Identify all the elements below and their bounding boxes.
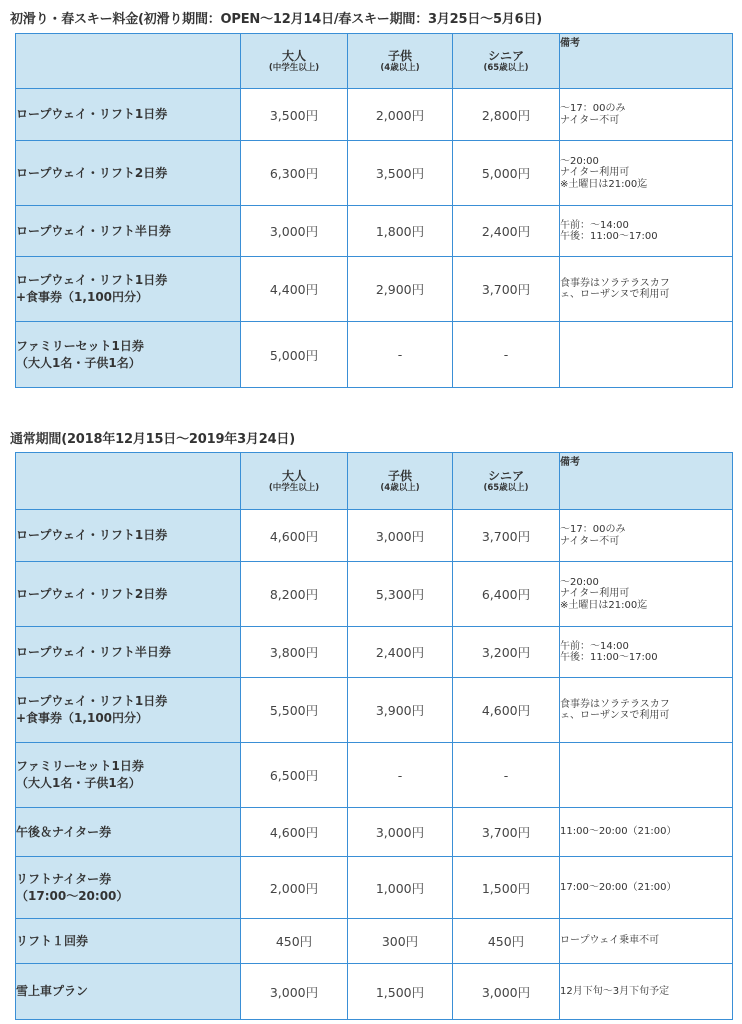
- price-child: 1,500円: [348, 964, 453, 1020]
- note-line: ～17：00のみ: [560, 524, 626, 535]
- header-adult: [241, 453, 348, 510]
- ticket-name-line: 雪上車プラン: [16, 984, 89, 998]
- price-senior: 2,800円: [453, 89, 560, 141]
- price-senior: 4,600円: [453, 678, 560, 743]
- price-adult: 5,000円: [241, 322, 348, 388]
- header-row: [16, 34, 733, 89]
- note-line: 11:00～20:00（21:00）: [560, 826, 677, 838]
- ticket-name-line: ロープウェイ・リフト半日券: [16, 223, 171, 238]
- header-senior-label: シニア: [487, 48, 524, 63]
- ticket-name: [16, 89, 241, 141]
- note-line: 17:00～20:00（21:00）: [560, 881, 677, 893]
- ticket-name-line: +食事券（1,100円分）: [16, 290, 149, 304]
- price-senior: 5,000円: [453, 141, 560, 206]
- price-senior: -: [453, 743, 560, 808]
- ticket-name-line: ロープウェイ・リフト1日券: [16, 107, 168, 121]
- ticket-name: [16, 627, 241, 678]
- price-adult: 6,300円: [241, 141, 348, 206]
- ticket-name: [16, 964, 241, 1020]
- note-cell: [560, 743, 733, 808]
- ticket-name-line: +食事券（1,100円分）: [16, 711, 149, 725]
- note-line: ナイター利用可: [560, 588, 630, 600]
- header-adult-sub: (中学生以上): [268, 62, 320, 73]
- note-cell: [560, 678, 733, 743]
- note-line: 食事券はソラテラスカフ: [560, 277, 670, 289]
- note-line: ナイター利用可: [560, 167, 630, 179]
- note-line: ～20:00: [560, 155, 599, 167]
- ticket-name-line: リフトナイター券: [16, 871, 112, 886]
- table-row: [16, 919, 733, 964]
- price-adult: 3,500円: [241, 89, 348, 141]
- note-line: ※土曜日は21:00迄: [560, 599, 648, 611]
- table-row: [16, 322, 733, 388]
- price-table-early-spring: [15, 33, 733, 388]
- ticket-name: [16, 322, 241, 388]
- section1-title: 初滑り・春スキー料金(初滑り期間：OPEN～12月14日/春スキー期間：3月25日～5月6日): [10, 12, 542, 27]
- note-line: 午前：～14:00: [560, 640, 629, 652]
- note-line: ェ、ローザンヌで利用可: [560, 710, 670, 721]
- price-child: -: [348, 743, 453, 808]
- table-row: [16, 964, 733, 1020]
- price-child: 5,300円: [348, 562, 453, 627]
- price-senior: 3,700円: [453, 510, 560, 562]
- ticket-name-line: ロープウェイ・リフト1日券: [16, 694, 168, 708]
- note-line: 食事券はソラテラスカフ: [560, 698, 670, 710]
- ticket-name-line: ファミリーセット1日券: [16, 338, 144, 353]
- price-senior: 6,400円: [453, 562, 560, 627]
- header-child: [348, 453, 453, 510]
- ticket-name-line: ロープウェイ・リフト2日券: [16, 586, 168, 601]
- price-adult: 3,000円: [241, 964, 348, 1020]
- price-adult: 6,500円: [241, 743, 348, 808]
- table-row: [16, 206, 733, 257]
- note-cell: [560, 257, 733, 322]
- ticket-name: [16, 257, 241, 322]
- header-child-sub: (4歳以上): [380, 482, 420, 493]
- table-row: [16, 743, 733, 808]
- price-child: 1,000円: [348, 857, 453, 919]
- note-cell: [560, 964, 733, 1020]
- note-cell: [560, 206, 733, 257]
- corner-cell: [16, 34, 241, 89]
- header-senior-label: シニア: [487, 468, 524, 483]
- note-cell: [560, 808, 733, 857]
- header-child-label: 子供: [387, 468, 412, 483]
- ticket-name: [16, 562, 241, 627]
- header-child-sub: (4歳以上): [380, 62, 420, 73]
- table-row: [16, 89, 733, 141]
- ticket-name: [16, 743, 241, 808]
- header-adult-label: 大人: [281, 468, 306, 483]
- table-row: [16, 257, 733, 322]
- price-senior: 450円: [453, 919, 560, 964]
- header-adult-sub: (中学生以上): [268, 482, 320, 493]
- price-adult: 4,600円: [241, 510, 348, 562]
- price-senior: 3,200円: [453, 627, 560, 678]
- price-adult: 4,600円: [241, 808, 348, 857]
- ticket-name: [16, 141, 241, 206]
- price-senior: 3,700円: [453, 257, 560, 322]
- price-adult: 2,000円: [241, 857, 348, 919]
- header-senior-sub: (65歳以上): [483, 62, 529, 73]
- price-table-regular: [15, 452, 733, 1020]
- note-cell: [560, 510, 733, 562]
- ticket-name-line: ロープウェイ・リフト半日券: [16, 644, 171, 659]
- price-child: 3,500円: [348, 141, 453, 206]
- price-adult: 3,800円: [241, 627, 348, 678]
- note-cell: [560, 141, 733, 206]
- price-senior: 3,700円: [453, 808, 560, 857]
- price-child: 3,900円: [348, 678, 453, 743]
- header-note: 備考: [560, 34, 733, 89]
- note-cell: [560, 322, 733, 388]
- ticket-name-line: （大人1名・子供1名）: [16, 776, 141, 790]
- price-adult: 3,000円: [241, 206, 348, 257]
- price-child: 300円: [348, 919, 453, 964]
- price-child: 2,400円: [348, 627, 453, 678]
- note-line: 午後：11:00～17:00: [560, 231, 658, 242]
- ticket-name: [16, 808, 241, 857]
- note-cell: [560, 627, 733, 678]
- note-line: ェ、ローザンヌで利用可: [560, 289, 670, 300]
- ticket-name-line: ファミリーセット1日券: [16, 759, 144, 773]
- note-line: 午後：11:00～17:00: [560, 652, 658, 663]
- header-senior: [453, 453, 560, 510]
- note-line: ナイター不可: [560, 114, 620, 126]
- price-adult: 450円: [241, 919, 348, 964]
- price-child: 3,000円: [348, 808, 453, 857]
- price-child: 3,000円: [348, 510, 453, 562]
- note-line: ロープウェイ乗車不可: [560, 935, 660, 947]
- header-adult: [241, 34, 348, 89]
- ticket-name-line: ロープウェイ・リフト1日券: [16, 273, 168, 287]
- table-row: [16, 808, 733, 857]
- price-child: 2,900円: [348, 257, 453, 322]
- table-row: [16, 141, 733, 206]
- section2-title: 通常期間(2018年12月15日～2019年3月24日): [10, 432, 295, 447]
- table-row: [16, 627, 733, 678]
- header-note: 備考: [560, 453, 733, 510]
- header-row: [16, 453, 733, 510]
- price-child: 1,800円: [348, 206, 453, 257]
- ticket-name-line: リフト１回券: [16, 933, 89, 948]
- note-line: ※土曜日は21:00迄: [560, 178, 648, 190]
- price-child: -: [348, 322, 453, 388]
- header-senior-sub: (65歳以上): [483, 482, 529, 493]
- ticket-name: [16, 510, 241, 562]
- note-line: 12月下旬～3月下旬予定: [560, 985, 670, 997]
- note-line: 午前：～14:00: [560, 219, 629, 231]
- table-row: [16, 678, 733, 743]
- corner-cell: [16, 453, 241, 510]
- ticket-name: [16, 206, 241, 257]
- ticket-name-line: ロープウェイ・リフト1日券: [16, 528, 168, 542]
- note-cell: [560, 919, 733, 964]
- ticket-name: [16, 678, 241, 743]
- header-child: [348, 34, 453, 89]
- table-row: [16, 510, 733, 562]
- note-line: ～20:00: [560, 576, 599, 588]
- ticket-name-line: （17:00～20:00）: [16, 888, 129, 903]
- ticket-name: [16, 919, 241, 964]
- note-cell: [560, 857, 733, 919]
- price-senior: 3,000円: [453, 964, 560, 1020]
- header-adult-label: 大人: [281, 48, 306, 63]
- header-senior: [453, 34, 560, 89]
- ticket-name-line: ロープウェイ・リフト2日券: [16, 165, 168, 180]
- price-child: 2,000円: [348, 89, 453, 141]
- note-line: ナイター不可: [560, 535, 620, 547]
- price-senior: 2,400円: [453, 206, 560, 257]
- header-child-label: 子供: [387, 48, 412, 63]
- price-senior: 1,500円: [453, 857, 560, 919]
- price-adult: 4,400円: [241, 257, 348, 322]
- price-senior: -: [453, 322, 560, 388]
- table-row: [16, 562, 733, 627]
- ticket-name: [16, 857, 241, 919]
- table-row: [16, 857, 733, 919]
- ticket-name-line: 午後＆ナイター券: [16, 824, 112, 839]
- note-cell: [560, 562, 733, 627]
- price-adult: 8,200円: [241, 562, 348, 627]
- price-adult: 5,500円: [241, 678, 348, 743]
- note-line: ～17：00のみ: [560, 103, 626, 114]
- ticket-name-line: （大人1名・子供1名）: [16, 355, 141, 370]
- note-cell: [560, 89, 733, 141]
